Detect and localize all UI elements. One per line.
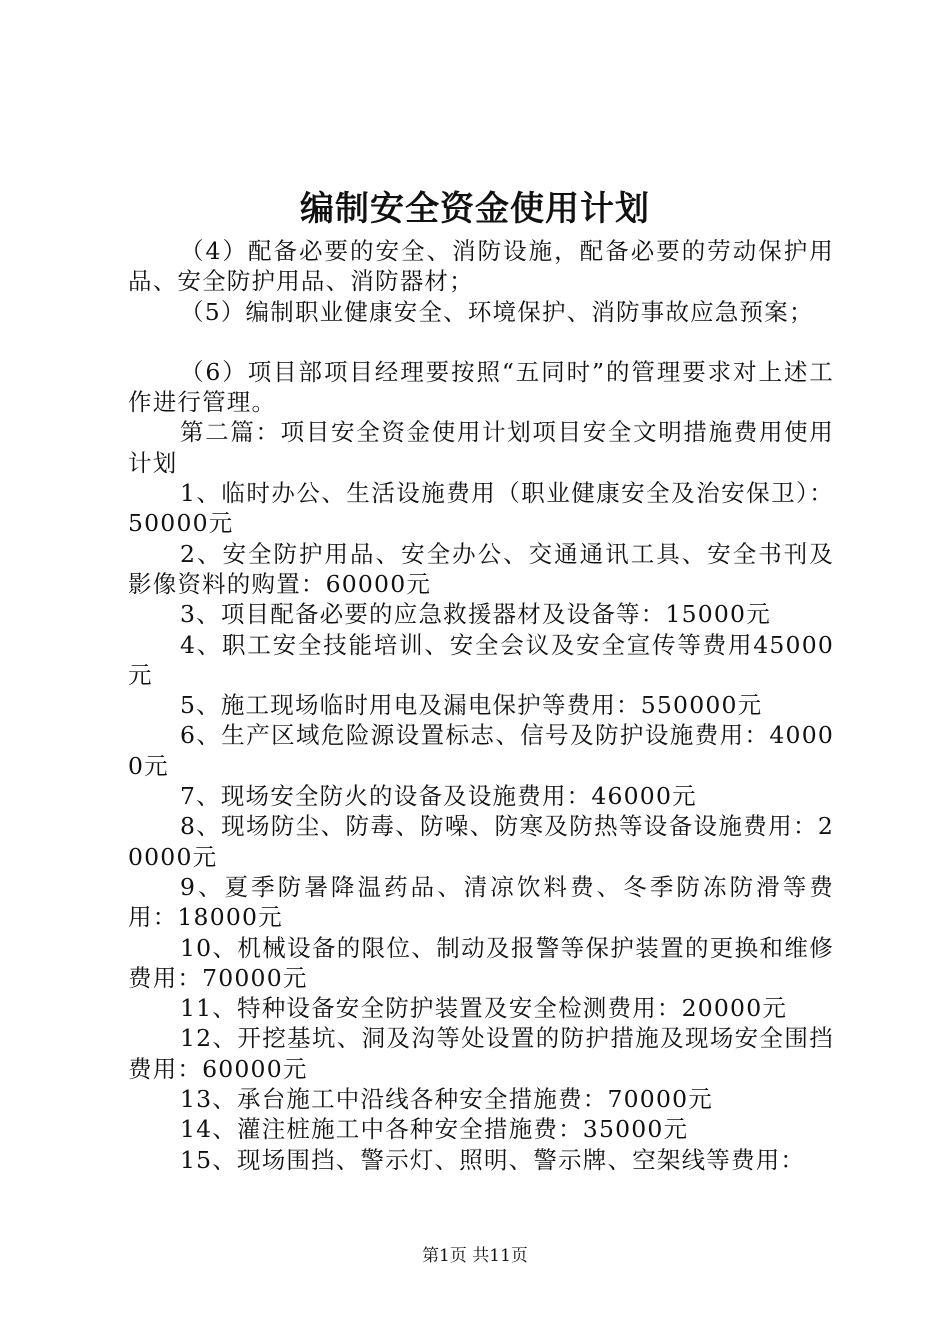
paragraph-4: （4）配备必要的安全、消防设施，配备必要的劳动保护用品、安全防护用品、消防器材； <box>128 237 834 296</box>
paragraph-5: （5）编制职业健康安全、环境保护、消防事故应急预案； <box>180 297 814 326</box>
cost-item-14: 14、灌注桩施工中各种安全措施费：35000元 <box>180 1115 689 1144</box>
document-body <box>128 236 834 1175</box>
cost-item-7: 7、现场安全防火的设备及设施费用：46000元 <box>180 782 697 811</box>
cost-item-3: 3、项目配备必要的应急救援器材及设备等：15000元 <box>180 600 771 629</box>
page-footer <box>0 1244 950 1268</box>
cost-item-4: 4、职工安全技能培训、安全会议及安全宣传等费用45000元 <box>128 630 834 689</box>
cost-item-2: 2、安全防护用品、安全办公、交通通讯工具、安全书刊及影像资料的购置：60000元 <box>128 539 834 598</box>
cost-item-8: 8、现场防尘、防毒、防噪、防寒及防热等设备设施费用：20000元 <box>128 812 834 871</box>
page-title: 编制安全资金使用计划 <box>300 189 650 229</box>
cost-item-12: 12、开挖基坑、洞及沟等处设置的防护措施及现场安全围挡费用：60000元 <box>128 1024 834 1083</box>
page-indicator: 第1页 共11页 <box>422 1246 528 1266</box>
cost-item-1: 1、临时办公、生活设施费用（职业健康安全及治安保卫）：50000元 <box>128 479 834 538</box>
section-heading: 第二篇：项目安全资金使用计划项目安全文明措施费用使用计划 <box>128 418 834 477</box>
cost-item-13: 13、承台施工中沿线各种安全措施费：70000元 <box>180 1085 713 1114</box>
cost-item-5: 5、施工现场临时用电及漏电保护等费用：550000元 <box>180 691 763 720</box>
cost-item-9: 9、夏季防暑降温药品、清凉饮料费、冬季防冻防滑等费用：18000元 <box>128 872 834 932</box>
paragraph-6: （6）项目部项目经理要按照“五同时”的管理要求对上述工作进行管理。 <box>128 357 834 417</box>
cost-item-11: 11、特种设备安全防护装置及安全检测费用：20000元 <box>180 994 788 1023</box>
cost-item-10: 10、机械设备的限位、制动及报警等保护装置的更换和维修费用：70000元 <box>128 933 834 992</box>
cost-item-6: 6、生产区域危险源设置标志、信号及防护设施费用：40000元 <box>128 721 834 780</box>
cost-item-15: 15、现场围挡、警示灯、照明、警示牌、空架线等费用： <box>180 1145 806 1174</box>
